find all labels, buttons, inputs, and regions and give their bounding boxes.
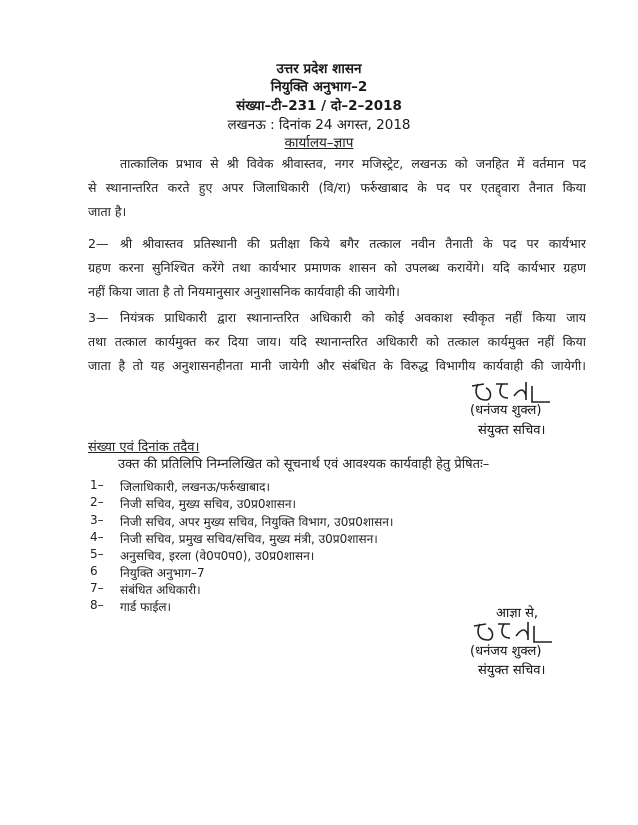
list-item: जिलाधिकारी, लखनऊ/फर्रुखाबाद। bbox=[120, 480, 271, 494]
list-item: अनुसचिव, इरला (वे0प0प0), उ0प्र0शासन। bbox=[120, 549, 315, 563]
place-date: लखनऊ : दिनांक 24 अगस्त, 2018 bbox=[227, 117, 411, 133]
list-item: संबंधित अधिकारी। bbox=[120, 583, 201, 597]
list-item: निजी सचिव, अपर मुख्य सचिव, नियुक्ति विभाग, उ0प्र0शासन। bbox=[120, 515, 394, 529]
list-item-number: 6 bbox=[90, 564, 98, 578]
paragraph-3-line: नियंत्रक प्राधिकारी द्वारा स्थानान्तरित अधिकारी को कोई अवकाश स्वीकृत नहीं किया जाय bbox=[120, 310, 586, 325]
list-item: नियुक्ति अनुभाग–7 bbox=[120, 566, 205, 580]
by-order-text: आज्ञा से, bbox=[496, 606, 539, 621]
section-name: नियुक्ति अनुभाग–2 bbox=[270, 79, 368, 95]
paragraph-1-line: से स्थानान्तरित करते हुए अपर जिलाधिकारी (वि/रा) फर्रुखाबाद के पद पर एतद्द्वारा तैनात किया bbox=[88, 180, 586, 195]
paragraph-1 bbox=[88, 152, 586, 224]
paragraph-3 bbox=[88, 306, 586, 378]
list-item-number: 7– bbox=[90, 581, 104, 595]
paragraph-3-line: तथा तत्काल कार्यमुक्त कर दिया जाय। यदि स्थानान्तरित अधिकारी को तत्काल कार्यमुक्त नहीं किया bbox=[88, 334, 586, 349]
reference-number: संख्या–टी–231 / दो–2–2018 bbox=[236, 98, 402, 114]
paragraph-1-line: जाता है। bbox=[88, 204, 127, 219]
paragraph-3-line: जाता है तो यह अनुशासनहीनता मानी जायेगी और संबंधित के विरुद्ध विभागीय कार्यवाही की जायेगी। bbox=[88, 358, 586, 373]
list-item-number: 8– bbox=[90, 598, 104, 612]
list-item-number: 3– bbox=[90, 513, 104, 527]
paragraph-2-line: ग्रहण करना सुनिश्चित करेंगे तथा कार्यभार प्रमाणक शासन को उपलब्ध करायेंगे। यदि कार्यभार ग्रहण bbox=[88, 260, 586, 275]
signatory-designation: संयुक्त सचिव। bbox=[478, 423, 546, 438]
list-item-number: 4– bbox=[90, 530, 104, 544]
paragraph-3-number: 3— bbox=[88, 310, 109, 325]
paragraph-2-line: नहीं किया जाता है तो नियमानुसार अनुशासनिक कार्यवाही की जायेगी। bbox=[88, 284, 400, 299]
list-item: निजी सचिव, मुख्य सचिव, उ0प्र0शासन। bbox=[120, 497, 297, 511]
list-item-number: 5– bbox=[90, 547, 104, 561]
list-item: गार्ड फाईल। bbox=[120, 600, 172, 614]
list-item: निजी सचिव, प्रमुख सचिव/सचिव, मुख्य मंत्री, उ0प्र0शासन। bbox=[120, 532, 378, 546]
signatory-name: (धनंजय शुक्ल) bbox=[470, 644, 542, 659]
copy-intro: उक्त की प्रतिलिपि निम्नलिखित को सूचनार्थ एवं आवश्यक कार्यवाही हेतु प्रेषितः– bbox=[118, 457, 490, 472]
list-item-number: 1– bbox=[90, 478, 104, 492]
paragraph-2-number: 2— bbox=[88, 236, 109, 251]
paragraph-1-line: तात्कालिक प्रभाव से श्री विवेक श्रीवास्तव, नगर मजिस्ट्रेट, लखनऊ को जनहित में वर्तमान पद bbox=[120, 156, 586, 171]
paragraph-2 bbox=[88, 232, 586, 304]
copy-heading: संख्या एवं दिनांक तदैव। bbox=[88, 440, 200, 455]
list-item-number: 2– bbox=[90, 495, 104, 509]
govt-name: उत्तर प्रदेश शासन bbox=[276, 61, 362, 77]
paragraph-2-line: श्री श्रीवास्तव प्रतिस्थानी की प्रतीक्षा किये बगैर तत्काल नवीन तैनाती के पद पर कार्यभार bbox=[120, 236, 586, 251]
document-title: कार्यालय–ज्ञाप bbox=[284, 135, 354, 151]
signatory-name: (धनंजय शुक्ल) bbox=[470, 403, 542, 418]
signatory-designation: संयुक्त सचिव। bbox=[478, 663, 546, 678]
